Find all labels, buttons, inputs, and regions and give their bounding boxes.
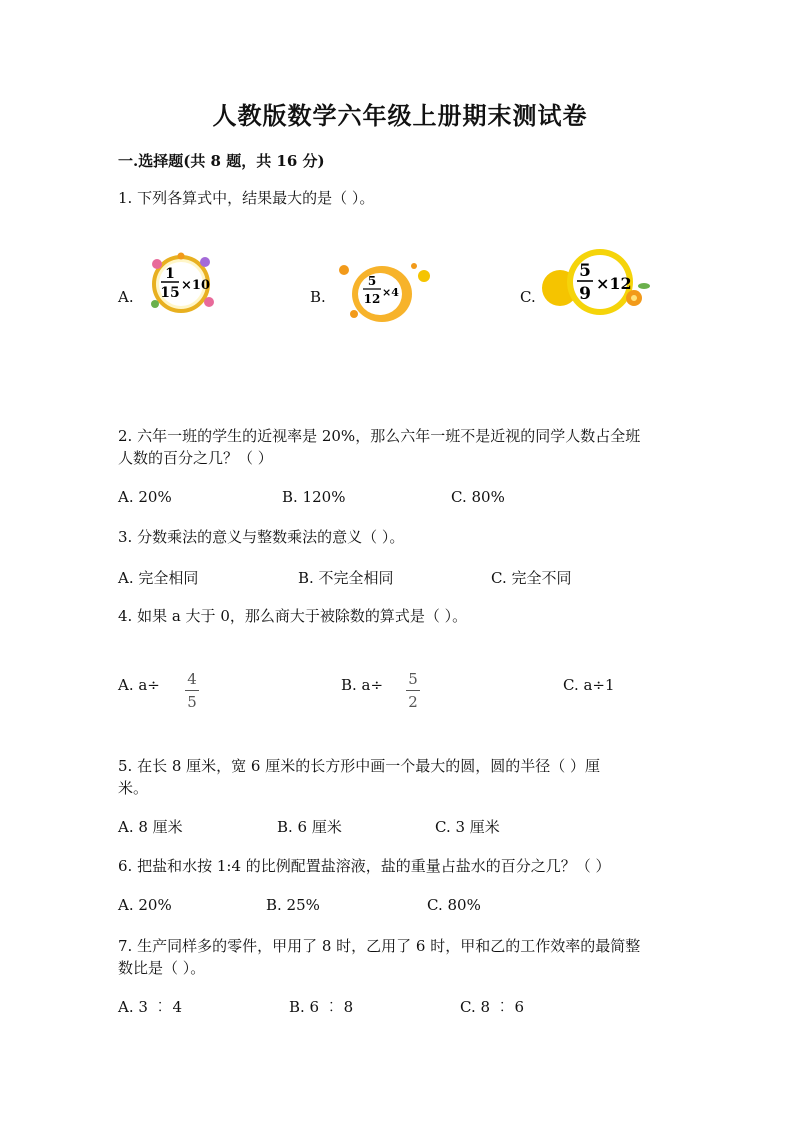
q4-option-a-fraction: [182, 670, 202, 711]
q4a-denominator: 5: [187, 693, 197, 711]
q1a-numerator: 1: [165, 266, 175, 282]
question-2-line1: 2. 六年一班的学生的近视率是 20%，那么六年一班不是近视的同学人数占全班: [118, 427, 641, 445]
q4b-numerator: 5: [408, 670, 418, 688]
q6-option-a: A. 20%: [118, 896, 172, 914]
q1c-multiplier: ×12: [596, 274, 632, 293]
question-4-stem: 4. 如果 a 大于 0，那么商大于被除数的算式是（ ）。: [118, 607, 468, 625]
flower-icon: [339, 265, 349, 275]
q1-option-a-label: A.: [118, 288, 134, 306]
question-5-line2: 米。: [118, 779, 149, 797]
question-6-stem: 6. 把盐和水按 1:4 的比例配置盐溶液，盐的重量占盐水的百分之几？（ ）: [118, 857, 611, 875]
q1a-multiplier: ×10: [181, 278, 210, 293]
q2-option-b: B. 120%: [282, 488, 346, 506]
q4-option-a-label: A. a÷: [118, 676, 160, 694]
q4b-denominator: 2: [408, 693, 418, 711]
q5-option-a: A. 8 厘米: [118, 818, 183, 836]
flower-icon: [350, 310, 358, 318]
q3-option-a: A. 完全相同: [118, 569, 199, 587]
flower-icon: [411, 263, 417, 269]
q1c-numerator: 5: [579, 261, 591, 281]
q1c-denominator: 9: [579, 284, 591, 304]
flower-icon: [200, 257, 210, 267]
flower-icon: [152, 259, 162, 269]
flower-icon: [204, 297, 214, 307]
q1b-denominator: 12: [363, 292, 381, 306]
question-1-stem: 1. 下列各算式中，结果最大的是（ ）。: [118, 189, 375, 207]
section-heading: 一.选择题(共 8 题，共 16 分): [118, 152, 325, 170]
q5-option-b: B. 6 厘米: [277, 818, 342, 836]
q7-option-a: A. 3 ︰ 4: [118, 998, 182, 1016]
q6-option-c: C. 80%: [427, 896, 481, 914]
page-title: 人教版数学六年级上册期末测试卷: [212, 101, 588, 130]
question-7-line1: 7. 生产同样多的零件，甲用了 8 时，乙用了 6 时，甲和乙的工作效率的最简整: [118, 937, 641, 955]
flower-icon: [178, 253, 185, 260]
flower-icon: [418, 270, 430, 282]
q1-option-c-badge: [540, 246, 660, 318]
q4-option-b-fraction: [403, 670, 423, 711]
q4-option-c: C. a÷1: [563, 676, 615, 694]
q5-option-c: C. 3 厘米: [435, 818, 500, 836]
q7-option-b: B. 6 ︰ 8: [289, 998, 354, 1016]
q2-option-c: C. 80%: [451, 488, 505, 506]
q2-option-a: A. 20%: [118, 488, 172, 506]
q1-option-b-badge: [332, 258, 436, 324]
q3-option-c: C. 完全不同: [491, 569, 572, 587]
question-5-line1: 5. 在长 8 厘米，宽 6 厘米的长方形中画一个最大的圆，圆的半径（ ）厘: [118, 757, 601, 775]
leaf-icon: [638, 283, 650, 289]
question-2-line2: 人数的百分之几？（ ）: [118, 449, 273, 467]
q7-option-c: C. 8 ︰ 6: [460, 998, 525, 1016]
q1b-multiplier: ×4: [382, 286, 399, 299]
leaf-icon: [151, 300, 159, 308]
q3-option-b: B. 不完全相同: [298, 569, 394, 587]
q4a-numerator: 4: [187, 670, 197, 688]
q1b-numerator: 5: [367, 274, 377, 288]
q1-option-b-label: B.: [310, 288, 326, 306]
q1a-denominator: 15: [160, 285, 180, 301]
q4-option-b-label: B. a÷: [341, 676, 384, 694]
question-3-stem: 3. 分数乘法的意义与整数乘法的意义（ ）。: [118, 528, 405, 546]
q1-option-a-badge: [143, 252, 223, 316]
question-7-line2: 数比是（ ）。: [118, 959, 206, 977]
q1-option-c-label: C.: [520, 288, 536, 306]
q6-option-b: B. 25%: [266, 896, 320, 914]
